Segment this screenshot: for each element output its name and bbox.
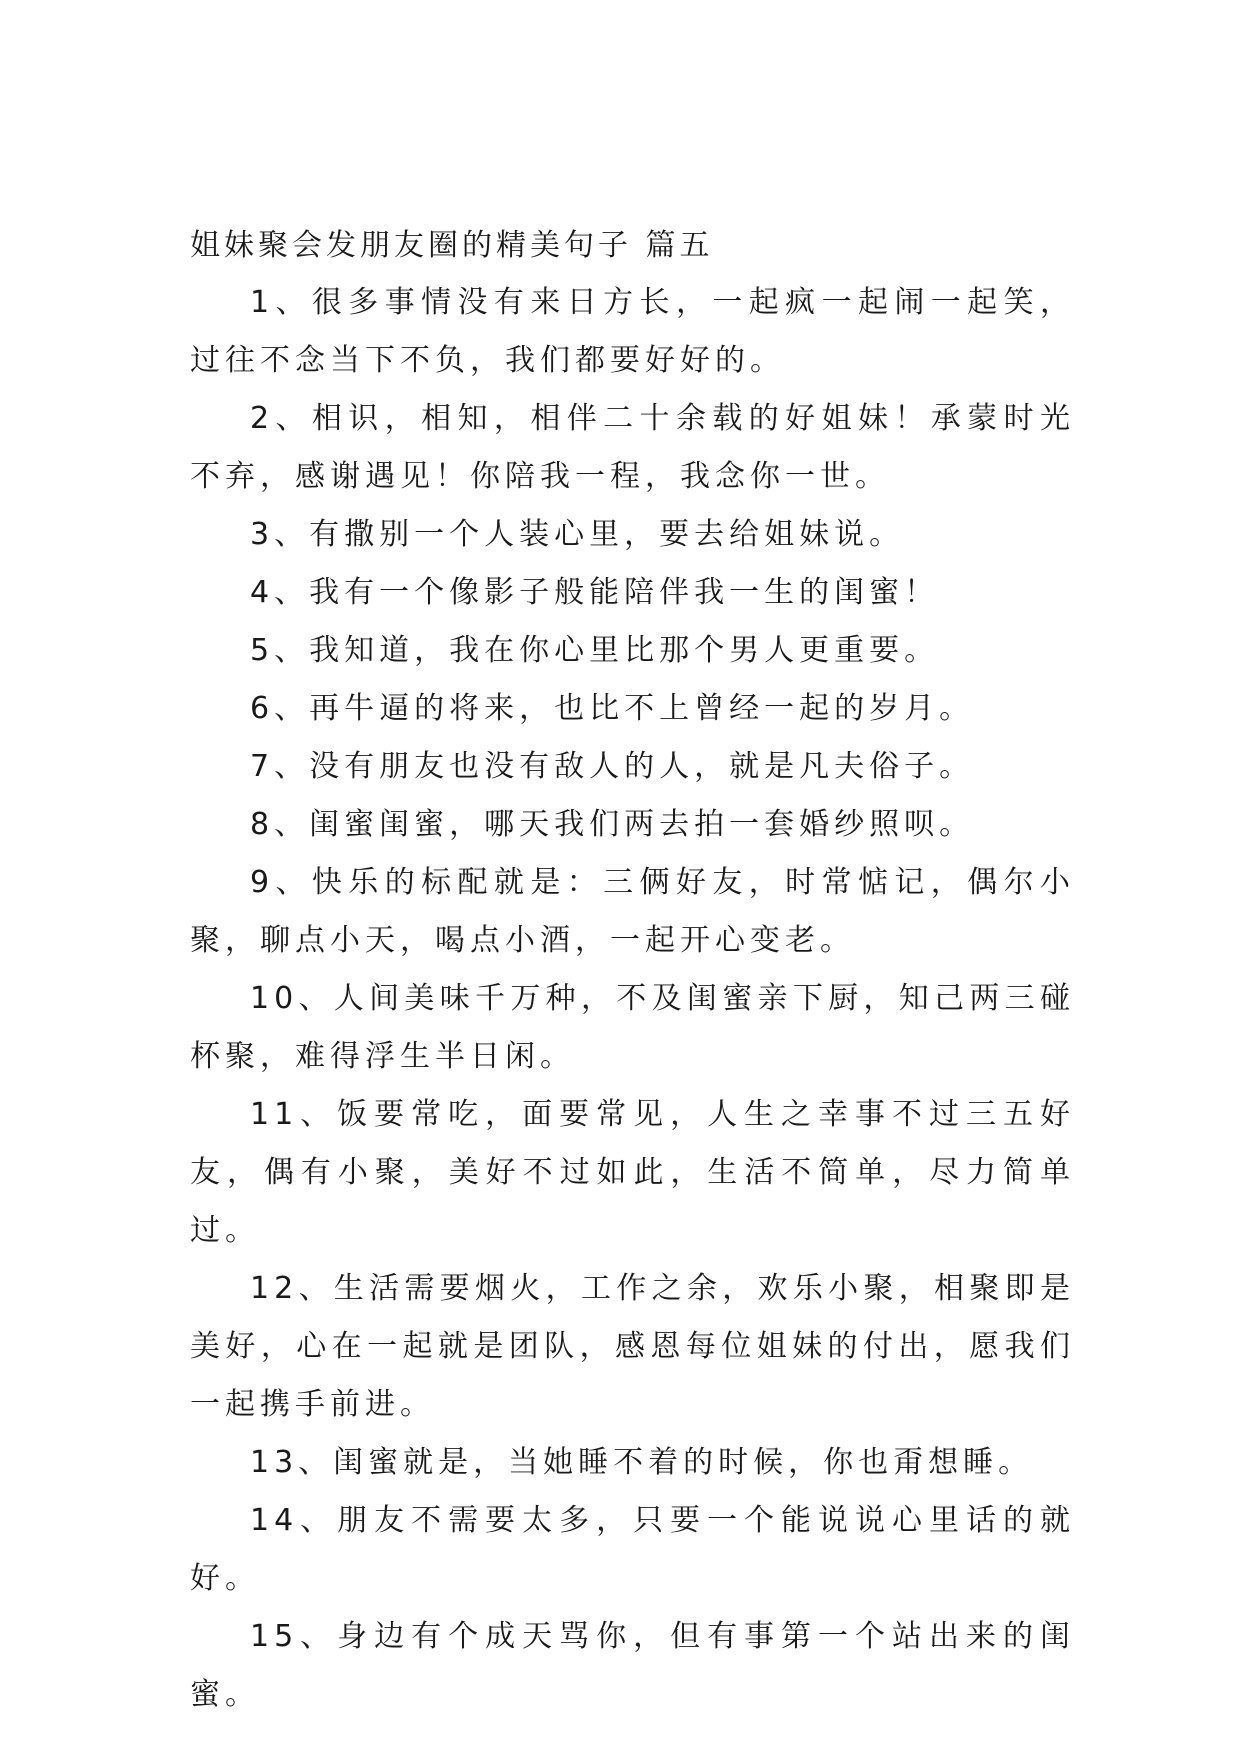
paragraph-12: 12、生活需要烟火，工作之余，欢乐小聚，相聚即是美好，心在一起就是团队，感恩每位姐妹的付出，愿我们一起携手前进。 [190, 1271, 1075, 1422]
paragraph-11: 11、饭要常吃，面要常见，人生之幸事不过三五好友，偶有小聚，美好不过如此，生活不简单，尽力简单过。 [190, 1097, 1075, 1248]
paragraph-6: 6、再牛逼的将来，也比不上曾经一起的岁月。 [250, 691, 975, 726]
document-title: 姐妹聚会发朋友圈的精美句子 篇五 [190, 228, 714, 263]
paragraph-4: 4、我有一个像影子般能陪伴我一生的闺蜜！ [250, 575, 940, 610]
paragraph-8: 8、闺蜜闺蜜，哪天我们两去拍一套婚纱照呗。 [250, 807, 975, 842]
paragraph-10: 10、人间美味千万种，不及闺蜜亲下厨，知己两三碰杯聚，难得浮生半日闲。 [190, 981, 1075, 1074]
paragraph-14: 14、朋友不需要太多，只要一个能说说心里话的就好。 [190, 1503, 1075, 1596]
paragraph-13: 13、闺蜜就是，当她睡不着的时候，你也甭想睡。 [250, 1445, 1034, 1480]
paragraph-15: 15、身边有个成天骂你，但有事第一个站出来的闺蜜。 [190, 1619, 1075, 1712]
paragraph-1: 1、很多事情没有来日方长，一起疯一起闹一起笑，过往不念当下不负，我们都要好好的。 [190, 285, 1075, 378]
paragraph-7: 7、没有朋友也没有敌人的人，就是凡夫俗子。 [250, 749, 975, 784]
paragraph-2: 2、相识，相知，相伴二十余载的好姐妹！承蒙时光不弃，感谢遇见！你陪我一程，我念你一世。 [190, 401, 1075, 494]
document-body [190, 218, 1075, 1724]
paragraph-9: 9、快乐的标配就是：三俩好友，时常惦记，偶尔小聚，聊点小天，喝点小酒，一起开心变老。 [190, 865, 1075, 958]
paragraph-3: 3、有撒别一个人装心里，要去给姐妹说。 [250, 517, 905, 552]
paragraph-5: 5、我知道，我在你心里比那个男人更重要。 [250, 633, 940, 668]
